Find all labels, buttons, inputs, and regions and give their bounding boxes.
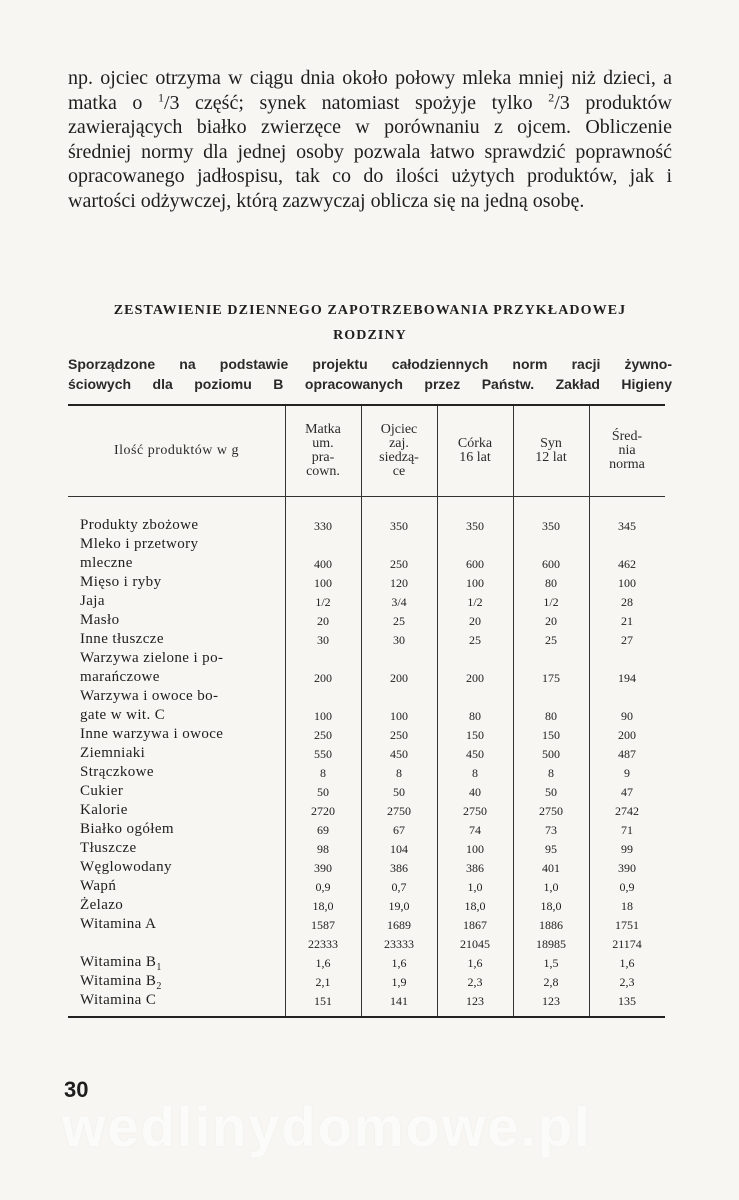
row-value: 3/4: [391, 595, 407, 609]
row-value: 1689: [387, 918, 411, 932]
table-row: [68, 820, 665, 839]
row-value: 386: [466, 861, 484, 875]
row-value: 390: [314, 861, 332, 875]
row-label: Węglowodany: [80, 859, 172, 875]
row-label: gate w wit. C: [80, 707, 166, 723]
table-row: [68, 668, 665, 687]
row-label: Żelazo: [80, 897, 124, 913]
row-value: 600: [542, 557, 560, 571]
table-row: [68, 763, 665, 782]
row-value: 123: [542, 994, 560, 1008]
page-number: 30: [64, 1077, 89, 1102]
row-label: Witamina A: [80, 916, 157, 932]
row-value: 1587: [311, 918, 335, 932]
table-row: [68, 611, 665, 630]
row-value: 90: [621, 709, 633, 723]
row-value: 1/2: [543, 595, 559, 609]
table-row: [68, 573, 665, 592]
table-subtitle-line-1: Sporządzone na podstawie projektu całodziennych norm racji żywno-: [68, 356, 672, 372]
row-value: 71: [621, 823, 633, 837]
row-value: 1751: [615, 918, 639, 932]
row-value: 194: [618, 671, 636, 685]
row-value: 2,3: [467, 975, 483, 989]
table-subtitle: [68, 354, 672, 394]
row-value: 100: [314, 576, 332, 590]
row-value: 1,0: [543, 880, 559, 894]
row-value: 250: [390, 557, 408, 571]
row-value: 2,8: [543, 975, 559, 989]
row-value: 23333: [384, 937, 414, 951]
row-value: 2,3: [619, 975, 635, 989]
row-value: 40: [469, 785, 481, 799]
row-value: 50: [393, 785, 405, 799]
row-value: 1,0: [467, 880, 483, 894]
row-value: 20: [469, 614, 481, 628]
row-label: Kalorie: [80, 802, 128, 818]
row-value: 550: [314, 747, 332, 761]
paragraph-text-3: produktów zawierających białko zwierzęce w porównaniu z ojcem. Obliczenie średniej normy dla jednej osoby pozwala łatwo sprawdzić poprawność opracowanego jadłospisu, tak co do ilości użytych produktów, jak i wartości odżywczej, którą zazwyczaj oblicza się na jedną osobę.: [68, 91, 672, 212]
row-value: 450: [466, 747, 484, 761]
table-row: [68, 858, 665, 877]
row-value: 21174: [612, 937, 642, 951]
header-product-label: Ilość produktów w g: [114, 443, 239, 458]
row-value: 600: [466, 557, 484, 571]
row-value: 99: [621, 842, 633, 856]
table-subtitle-line-2: ściowych dla poziomu B opracowanych przez Państw. Zakład Higieny: [68, 376, 672, 392]
row-label: Mięso i ryby: [80, 574, 162, 590]
row-value: 450: [390, 747, 408, 761]
table-row: [68, 649, 665, 668]
row-label: Wapń: [80, 878, 117, 894]
row-value: 25: [469, 633, 481, 647]
header-srednia: Śred- nia norma: [609, 429, 645, 472]
table-row: [68, 554, 665, 573]
row-value: 100: [390, 709, 408, 723]
row-value: 22333: [308, 937, 338, 951]
row-value: 250: [390, 728, 408, 742]
row-value: 18,0: [540, 899, 562, 913]
row-label: marańczowe: [80, 669, 160, 685]
row-value: 25: [545, 633, 557, 647]
table-row: [68, 782, 665, 801]
table-row: [68, 592, 665, 611]
row-value: 151: [314, 994, 332, 1008]
row-value: 141: [390, 994, 408, 1008]
paragraph-text-1: np. ojciec otrzyma w ciągu dnia około połowy mleka mniej niż dzieci, a matka o: [68, 67, 672, 114]
row-value: 1867: [463, 918, 487, 932]
row-value: 1/2: [315, 595, 331, 609]
row-value: 8: [548, 766, 554, 780]
row-value: 487: [618, 747, 636, 761]
header-syn: Syn 12 lat: [535, 436, 567, 465]
row-label: Masło: [80, 612, 120, 628]
table-row: [68, 934, 665, 953]
row-value: 19,0: [388, 899, 410, 913]
row-value: 47: [621, 785, 633, 799]
row-value: 1/2: [467, 595, 483, 609]
row-label: Warzywa zielone i po-: [80, 650, 224, 666]
row-value: 200: [618, 728, 636, 742]
row-value: 390: [618, 861, 636, 875]
row-label: Warzywa i owoce bo-: [80, 688, 219, 704]
row-value: 0,9: [315, 880, 331, 894]
row-label: Produkty zbożowe: [80, 517, 199, 533]
row-value: 8: [472, 766, 478, 780]
row-value: 250: [314, 728, 332, 742]
row-value: 8: [396, 766, 402, 780]
row-value: 98: [317, 842, 329, 856]
row-value: 175: [542, 671, 560, 685]
row-value: 350: [390, 519, 408, 533]
row-label: Cukier: [80, 783, 124, 799]
row-value: 100: [314, 709, 332, 723]
row-value: 1886: [539, 918, 563, 932]
table-row: [68, 706, 665, 725]
row-value: 18,0: [312, 899, 334, 913]
row-value: 2750: [387, 804, 411, 818]
fraction-denominator: /3: [554, 91, 570, 114]
row-label: Witamina $B_1$: [80, 954, 162, 973]
row-value: 100: [466, 576, 484, 590]
row-value: 386: [390, 861, 408, 875]
table-title: [68, 298, 672, 348]
row-value: 400: [314, 557, 332, 571]
row-value: 20: [317, 614, 329, 628]
row-value: 80: [545, 576, 557, 590]
header-corka: Córka 16 lat: [457, 436, 493, 465]
table-row: [68, 915, 665, 934]
row-value: 25: [393, 614, 405, 628]
row-value: 350: [542, 519, 560, 533]
row-value: 2,1: [315, 975, 331, 989]
row-value: 2742: [615, 804, 639, 818]
row-value: 21045: [460, 937, 490, 951]
row-value: 50: [317, 785, 329, 799]
fraction-numerator: 1: [157, 89, 164, 104]
watermark: wedlinydomowe.pl: [62, 1095, 592, 1158]
row-value: 100: [466, 842, 484, 856]
row-value: 21: [621, 614, 633, 628]
row-value: 500: [542, 747, 560, 761]
table-row: [68, 953, 665, 972]
row-value: 80: [469, 709, 481, 723]
row-value: 150: [466, 728, 484, 742]
body-paragraph: [68, 66, 672, 213]
row-value: 1,6: [391, 956, 407, 970]
row-value: 80: [545, 709, 557, 723]
paragraph-text-2: część; synek natomiast spożyje tylko: [179, 91, 549, 114]
row-value: 2750: [539, 804, 563, 818]
header-divider: [68, 496, 665, 497]
row-label: Witamina C: [80, 992, 157, 1008]
row-value: 150: [542, 728, 560, 742]
row-value: 1,9: [391, 975, 407, 989]
row-value: 20: [545, 614, 557, 628]
header-matka: Matka um. pra- cown.: [305, 422, 341, 479]
row-value: 120: [390, 576, 408, 590]
row-value: 69: [317, 823, 329, 837]
fraction-denominator: /3: [163, 91, 180, 114]
row-value: 462: [618, 557, 636, 571]
row-label: Ziemniaki: [80, 745, 146, 761]
table-row: [68, 516, 665, 535]
row-value: 135: [618, 994, 636, 1008]
row-value: 8: [320, 766, 326, 780]
row-value: 50: [545, 785, 557, 799]
row-value: 1,6: [467, 956, 483, 970]
row-value: 100: [618, 576, 636, 590]
row-value: 1,5: [543, 956, 559, 970]
row-value: 18: [621, 899, 633, 913]
row-value: 0,9: [619, 880, 635, 894]
row-label: Jaja: [80, 593, 105, 609]
row-value: 2750: [463, 804, 487, 818]
row-value: 73: [545, 823, 557, 837]
row-value: 18,0: [464, 899, 486, 913]
row-value: 27: [621, 633, 633, 647]
row-label: Mleko i przetwory: [80, 536, 199, 552]
table-row: [68, 535, 665, 554]
row-value: 401: [542, 861, 560, 875]
row-value: 67: [393, 823, 405, 837]
row-value: 95: [545, 842, 557, 856]
row-label: Inne warzywa i owoce: [80, 726, 224, 742]
row-value: 104: [390, 842, 408, 856]
row-label: Inne tłuszcze: [80, 631, 164, 647]
row-label: mleczne: [80, 555, 133, 571]
row-value: 2720: [311, 804, 335, 818]
row-value: 30: [393, 633, 405, 647]
table-row: [68, 839, 665, 858]
row-value: 28: [621, 595, 633, 609]
table-title-line-2: RODZINY: [333, 328, 407, 343]
row-value: 0,7: [391, 880, 407, 894]
table-row: [68, 896, 665, 915]
row-value: 345: [618, 519, 636, 533]
table-row: [68, 972, 665, 991]
fraction-numerator: 2: [548, 89, 555, 104]
row-label: Białko ogółem: [80, 821, 174, 837]
table-row: [68, 991, 665, 1010]
table-row: [68, 877, 665, 896]
nutrition-table: [68, 404, 665, 1018]
row-value: 74: [469, 823, 481, 837]
table-row: [68, 687, 665, 706]
row-value: 123: [466, 994, 484, 1008]
row-value: 200: [466, 671, 484, 685]
row-value: 200: [314, 671, 332, 685]
row-value: 350: [466, 519, 484, 533]
row-value: 1,6: [315, 956, 331, 970]
table-row: [68, 725, 665, 744]
row-value: 330: [314, 519, 332, 533]
row-value: 200: [390, 671, 408, 685]
row-label: Witamina $B_2$: [80, 973, 162, 992]
row-label: Tłuszcze: [80, 840, 137, 856]
table-title-line-1: ZESTAWIENIE DZIENNEGO ZAPOTRZEBOWANIA PRZYKŁADOWEJ: [113, 303, 627, 318]
table-row: [68, 630, 665, 649]
table-row: [68, 744, 665, 763]
table-row: [68, 801, 665, 820]
row-value: 1,6: [619, 956, 635, 970]
header-ojciec: Ojciec zaj. siedzą- ce: [379, 422, 419, 479]
row-label: Strączkowe: [80, 764, 154, 780]
row-value: 18985: [536, 937, 566, 951]
row-value: 30: [317, 633, 329, 647]
row-value: 9: [624, 766, 630, 780]
